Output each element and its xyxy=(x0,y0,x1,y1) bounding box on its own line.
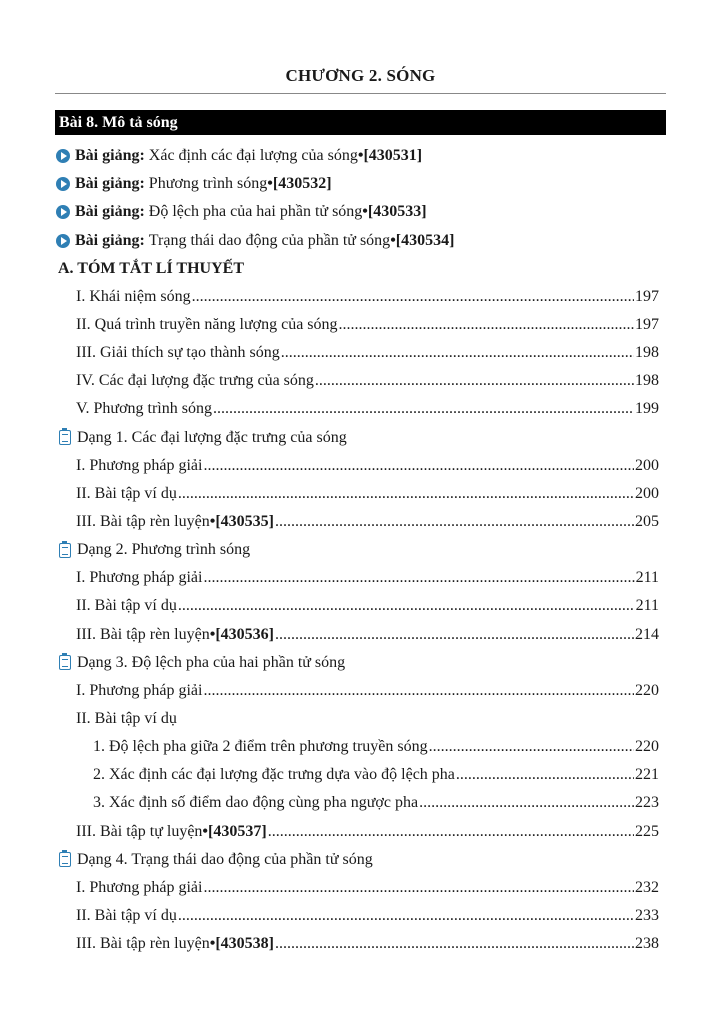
chapter-title: CHƯƠNG 2. SÓNG xyxy=(285,66,436,85)
lecture-prefix: Bài giảng: xyxy=(75,175,145,193)
page-number: 238 xyxy=(635,935,659,953)
dang-title: Dạng 4. Trạng thái dao động của phần tử sóng xyxy=(77,850,373,868)
toc-entry[interactable] xyxy=(76,370,659,392)
play-circle-icon xyxy=(56,205,70,219)
section-heading: A. TÓM TẮT LÍ THUYẾT xyxy=(58,259,244,277)
toc-entry-label: IV. Các đại lượng đặc trưng của sóng xyxy=(76,372,314,390)
clipboard-icon xyxy=(59,543,71,558)
dot-leader xyxy=(213,398,634,420)
lecture-code: [430534] xyxy=(395,231,455,249)
page-number: 214 xyxy=(635,625,659,643)
toc-entry-label: III. Giải thích sự tạo thành sóng xyxy=(76,344,280,361)
toc-entry-label: III. Bài tập rèn luyện xyxy=(76,935,210,953)
dot-leader xyxy=(203,877,634,899)
dot-leader xyxy=(203,567,634,589)
toc-entry-label: I. Phương pháp giải xyxy=(76,878,203,896)
lecture-prefix: Bài giảng: xyxy=(75,231,145,249)
dot-leader xyxy=(275,511,634,533)
lecture-title: Phương trình sóng xyxy=(144,175,268,193)
page-number: 197 xyxy=(635,287,659,305)
toc-entry[interactable] xyxy=(76,455,659,477)
toc-entry[interactable] xyxy=(93,764,659,786)
lecture-code: [430533] xyxy=(367,203,427,221)
dot-leader xyxy=(268,821,634,843)
toc-entry-label: III. Bài tập rèn luyện xyxy=(76,625,210,643)
exercise-code: [430537] xyxy=(208,822,267,840)
dot-leader xyxy=(178,483,634,505)
dot-leader xyxy=(178,905,634,927)
lecture-link[interactable] xyxy=(56,145,666,167)
toc-entry-label: I. Phương pháp giải xyxy=(76,456,203,474)
toc-entry-label: 3. Xác định số điểm dao động cùng pha ngược pha xyxy=(93,794,419,812)
toc-entry[interactable] xyxy=(76,595,659,617)
dang-title: Dạng 2. Phương trình sóng xyxy=(77,541,251,559)
toc-entry-label: I. Phương pháp giải xyxy=(76,681,203,699)
page-number: 197 xyxy=(635,315,659,333)
dot-leader xyxy=(192,286,634,308)
toc-entry[interactable] xyxy=(76,821,659,843)
lecture-title: Xác định các đại lượng của sóng xyxy=(144,147,358,164)
page-number: 205 xyxy=(635,512,659,530)
toc-entry[interactable] xyxy=(93,792,659,814)
lesson-title-bar: Bài 8. Mô tả sóng xyxy=(55,110,666,135)
dot-leader xyxy=(275,624,634,646)
exercise-code: [430538] xyxy=(215,935,274,953)
dot-leader xyxy=(429,736,634,758)
page-number: 198 xyxy=(635,344,659,361)
lecture-link[interactable] xyxy=(56,230,666,252)
toc-entry-label: II. Bài tập ví dụ xyxy=(76,907,177,924)
exercise-code: [430535] xyxy=(215,512,274,530)
clipboard-icon xyxy=(59,430,71,445)
dot-leader xyxy=(339,314,634,336)
clipboard-icon xyxy=(59,852,71,867)
play-circle-icon xyxy=(56,177,70,191)
dot-leader xyxy=(203,680,634,702)
toc-entry[interactable] xyxy=(76,877,659,899)
dot-leader xyxy=(281,342,634,364)
lecture-prefix: Bài giảng: xyxy=(75,147,145,164)
toc-entry[interactable] xyxy=(76,680,659,702)
page-number: 198 xyxy=(635,372,659,390)
toc-entry-label: III. Bài tập tự luyện xyxy=(76,822,203,840)
lecture-code: [430531] xyxy=(363,147,423,164)
page-number: 221 xyxy=(635,766,659,784)
lecture-link[interactable] xyxy=(56,173,666,195)
bullet-separator: • xyxy=(209,935,216,953)
toc-entry[interactable] xyxy=(76,905,659,927)
page-number: 199 xyxy=(635,400,659,418)
page-number: 232 xyxy=(635,878,659,896)
lecture-title: Độ lệch pha của hai phần tử sóng xyxy=(144,203,363,221)
dang-title: Dạng 3. Độ lệch pha của hai phần tử sóng xyxy=(77,653,346,671)
toc-entry[interactable] xyxy=(76,286,659,308)
page-number: 220 xyxy=(635,738,659,756)
dang-heading[interactable] xyxy=(59,539,250,561)
toc-entry-label: V. Phương trình sóng xyxy=(76,400,212,418)
lecture-link[interactable] xyxy=(56,201,666,223)
page-number: 200 xyxy=(635,456,659,474)
dot-leader xyxy=(275,933,634,955)
toc-entry[interactable] xyxy=(93,736,659,758)
toc-entry-label: II. Quá trình truyền năng lượng của sóng xyxy=(76,315,338,333)
page-number: 200 xyxy=(635,484,659,502)
toc-entry[interactable] xyxy=(76,708,659,730)
bullet-separator: • xyxy=(357,147,364,164)
dang-heading[interactable] xyxy=(59,652,345,674)
page-number: 223 xyxy=(635,794,659,812)
dot-leader xyxy=(203,455,634,477)
bullet-separator: • xyxy=(209,512,216,530)
toc-entry-label: II. Bài tập ví dụ xyxy=(76,710,177,727)
toc-entry[interactable] xyxy=(76,933,659,955)
bullet-separator: • xyxy=(209,625,216,643)
toc-entry-label: 2. Xác định các đại lượng đặc trưng dựa vào độ lệch pha xyxy=(93,766,455,784)
bullet-separator: • xyxy=(202,822,209,840)
dot-leader xyxy=(315,370,634,392)
toc-entry[interactable] xyxy=(76,314,659,336)
lecture-code: [430532] xyxy=(272,175,332,193)
toc-entry[interactable] xyxy=(76,567,659,589)
toc-entry[interactable] xyxy=(76,342,659,364)
bullet-separator: • xyxy=(390,231,396,249)
toc-entry-label: I. Khái niệm sóng xyxy=(76,287,191,305)
toc-entry[interactable] xyxy=(76,511,659,533)
toc-entry[interactable] xyxy=(76,483,659,505)
toc-entry-label: II. Bài tập ví dụ xyxy=(76,597,177,615)
dot-leader xyxy=(419,792,634,814)
toc-entry[interactable] xyxy=(76,398,659,420)
dang-title: Dạng 1. Các đại lượng đặc trưng của sóng xyxy=(77,428,347,446)
page-number: 211 xyxy=(635,597,659,615)
dot-leader xyxy=(456,764,634,786)
exercise-code: [430536] xyxy=(215,625,274,643)
chapter-divider xyxy=(55,93,666,94)
dang-heading[interactable] xyxy=(59,427,347,449)
dang-heading[interactable] xyxy=(59,849,373,871)
lecture-title: Trạng thái dao động của phần tử sóng xyxy=(144,231,391,249)
bullet-separator: • xyxy=(362,203,368,221)
toc-entry[interactable] xyxy=(76,624,659,646)
page-number: 225 xyxy=(635,822,659,840)
lecture-prefix: Bài giảng: xyxy=(75,203,145,221)
toc-entry-label: III. Bài tập rèn luyện xyxy=(76,512,210,530)
bullet-separator: • xyxy=(267,175,273,193)
play-circle-icon xyxy=(56,234,70,248)
toc-entry-label: 1. Độ lệch pha giữa 2 điểm trên phương truyền sóng xyxy=(93,738,428,756)
page-number: 211 xyxy=(635,569,659,587)
play-circle-icon xyxy=(56,149,70,163)
toc-entry-label: II. Bài tập ví dụ xyxy=(76,484,177,502)
toc-entry-label: I. Phương pháp giải xyxy=(76,569,203,587)
clipboard-icon xyxy=(59,655,71,670)
page-number: 233 xyxy=(635,907,659,924)
dot-leader xyxy=(178,595,635,617)
page-number: 220 xyxy=(635,681,659,699)
